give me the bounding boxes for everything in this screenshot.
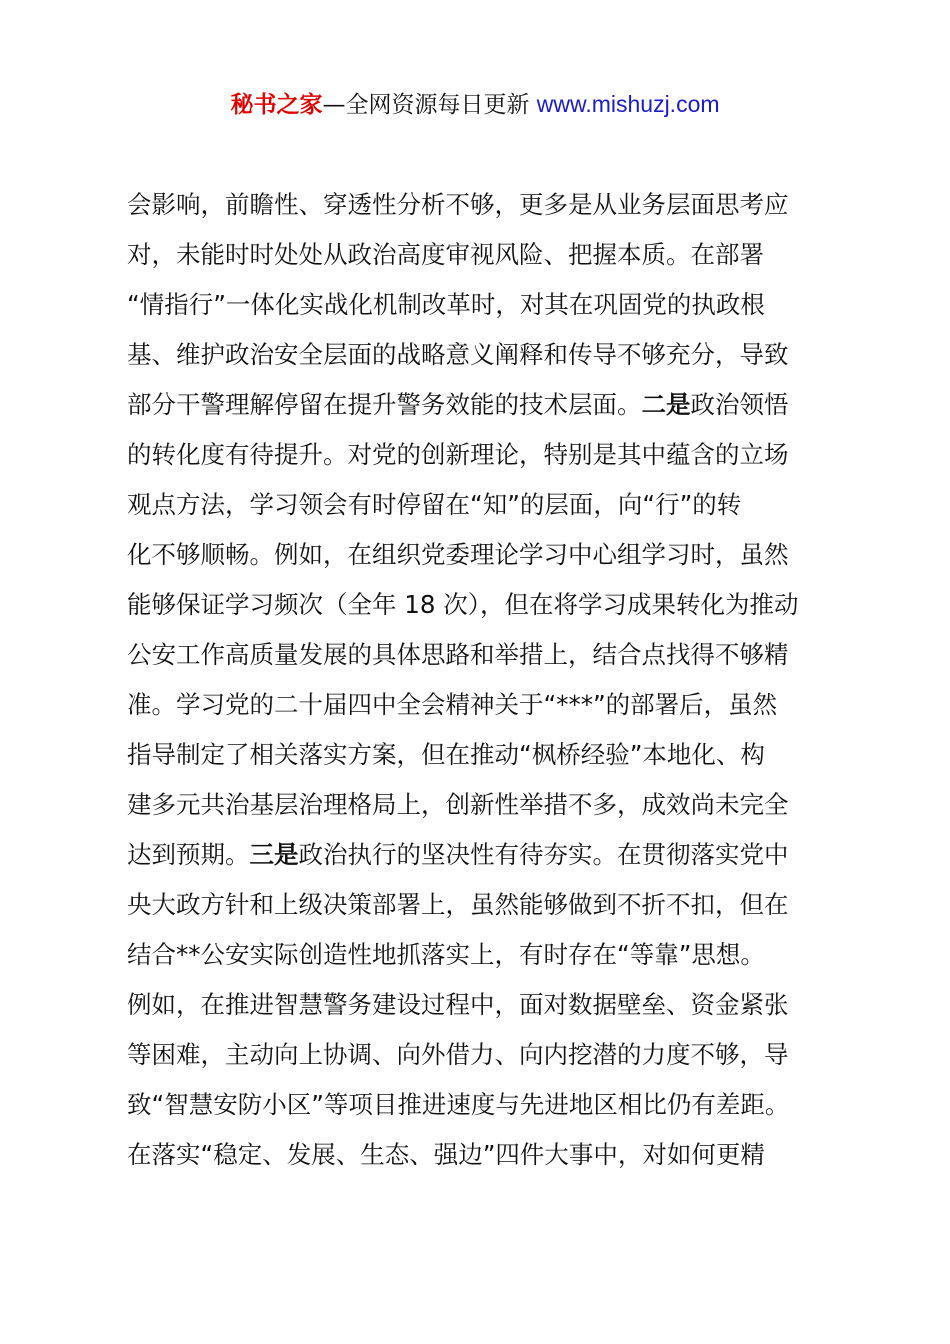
text-line xyxy=(127,580,847,630)
text-line xyxy=(127,180,847,230)
text-segment: 等困难，主动向上协调、向外借力、向内挖潜的力度不够，导 xyxy=(127,1040,789,1069)
text-line xyxy=(127,980,847,1030)
text-segment: 在落实“稳定、发展、生态、强边”四件大事中，对如何更精 xyxy=(127,1140,765,1169)
text-segment: 的转化度有待提升。对党的创新理论，特别是其中蕴含的立场 xyxy=(127,440,789,469)
text-segment: 基、维护政治安全层面的战略意义阐释和传导不够充分，导致 xyxy=(127,340,789,369)
text-line xyxy=(127,880,847,930)
text-line xyxy=(127,930,847,980)
text-segment: 指导制定了相关落实方案，但在推动“枫桥经验”本地化、构 xyxy=(127,740,765,769)
text-line xyxy=(127,1030,847,1080)
text-line xyxy=(127,730,847,780)
text-segment: 会影响，前瞻性、穿透性分析不够，更多是从业务层面思考应 xyxy=(127,190,789,219)
text-segment: 建多元共治基层治理格局上，创新性举措不多，成效尚未完全 xyxy=(127,790,789,819)
point-marker-two: 二是 xyxy=(641,390,691,419)
text-segment: “情指行”一体化实战化机制改革时，对其在巩固党的执政根 xyxy=(127,290,765,319)
text-segment: 对，未能时时处处从政治高度审视风险、把握本质。在部署 xyxy=(127,240,764,269)
text-segment: 央大政方针和上级决策部署上，虽然能够做到不折不扣，但在 xyxy=(127,890,789,919)
text-line xyxy=(127,430,847,480)
text-line xyxy=(127,830,847,880)
text-segment: 观点方法，学习领会有时停留在“知”的层面，向“行”的转 xyxy=(127,490,742,519)
point-marker-three: 三是 xyxy=(249,840,299,869)
site-url-link[interactable]: www.mishuzj.com xyxy=(536,91,720,117)
text-segment: 能够保证学习频次（全年 18 次），但在将学习成果转化为推动 xyxy=(127,590,799,619)
text-line xyxy=(127,1080,847,1130)
text-line xyxy=(127,480,847,530)
brand-name: 秘书之家 xyxy=(230,92,323,118)
text-segment: 公安工作高质量发展的具体思路和举措上，结合点找得不够精 xyxy=(127,640,789,669)
header-tagline: —全网资源每日更新 xyxy=(322,92,530,118)
text-line xyxy=(127,330,847,380)
text-segment: 政治领悟 xyxy=(690,390,789,419)
text-segment: 政治执行的坚决性有待夯实。在贯彻落实党中 xyxy=(298,840,789,869)
text-segment: 准。学习党的二十届四中全会精神关于“***”的部署后，虽然 xyxy=(127,690,778,719)
text-segment: 部分干警理解停留在提升警务效能的技术层面。 xyxy=(127,390,642,419)
text-segment: 化不够顺畅。例如，在组织党委理论学习中心组学习时，虽然 xyxy=(127,540,789,569)
text-line xyxy=(127,280,847,330)
text-segment: 结合**公安实际创造性地抓落实上，有时存在“等靠”思想。 xyxy=(127,940,765,969)
text-line xyxy=(127,780,847,830)
text-segment: 致“智慧安防小区”等项目推进速度与先进地区相比仍有差距。 xyxy=(127,1090,790,1119)
text-line xyxy=(127,630,847,680)
document-body xyxy=(127,180,847,1180)
text-segment: 达到预期。 xyxy=(127,840,250,869)
text-line xyxy=(127,530,847,580)
text-line xyxy=(127,230,847,280)
text-line xyxy=(127,380,847,430)
text-line xyxy=(127,680,847,730)
page-header xyxy=(0,86,950,123)
text-line xyxy=(127,1130,847,1180)
text-segment: 例如，在推进智慧警务建设过程中，面对数据壁垒、资金紧张 xyxy=(127,990,789,1019)
